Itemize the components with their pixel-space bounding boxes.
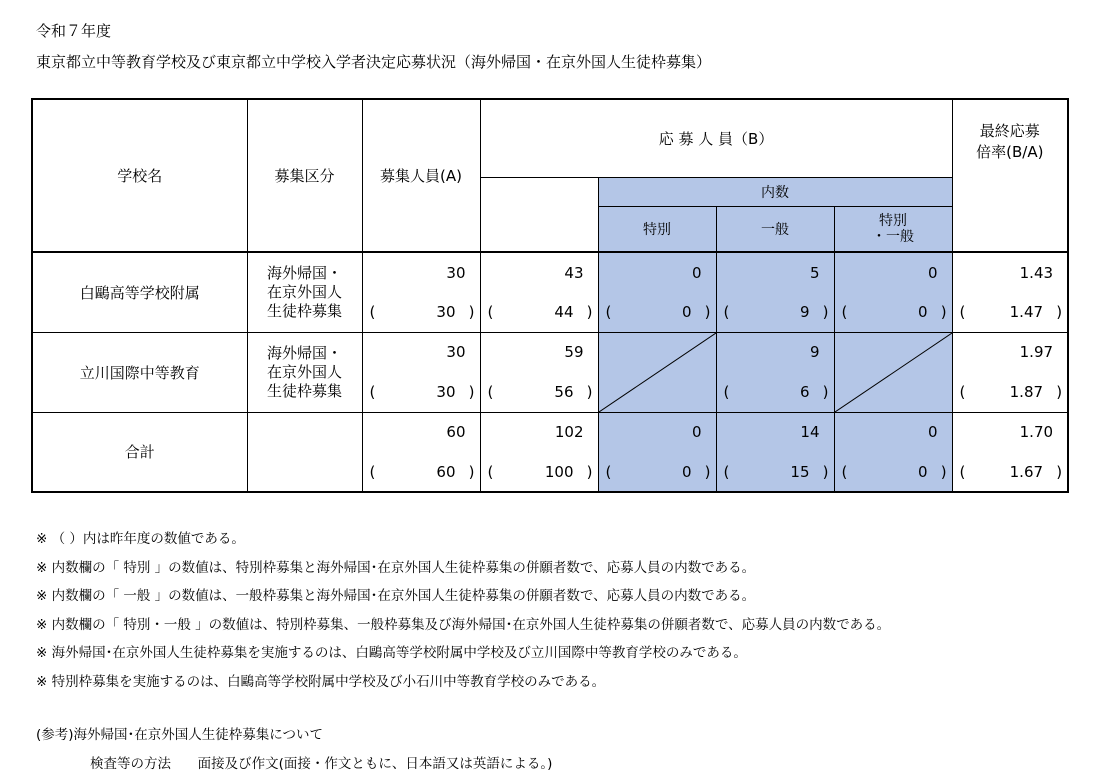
applicants-value: 43 [480, 252, 598, 292]
note-item: ※ 内数欄の「 特別 」の数値は、特別枠募集と海外帰国･在京外国人生徒枠募集の併願者数で、応募人員の内数である。 [36, 559, 756, 576]
applicants-prev: ( 100 ) [480, 452, 598, 492]
header-applicants-spacer [480, 177, 598, 252]
applicants-value: 59 [480, 332, 598, 372]
capacity-prev: ( 30 ) [362, 372, 480, 412]
toku-ippan-not-applicable [834, 332, 952, 412]
year-label: 令和７年度 [36, 22, 112, 40]
capacity-value: 30 [362, 252, 480, 292]
ratio-value: 1.97 [952, 332, 1068, 372]
applicants-prev: ( 56 ) [480, 372, 598, 412]
tokubetsu-not-applicable [598, 332, 716, 412]
tokubetsu-prev: ( 0 ) [598, 452, 716, 492]
note-item: ※ 内数欄の「 特別・一般 」の数値は、特別枠募集、一般枠募集及び海外帰国･在京外国人生徒枠募集の併願者数で、応募人員の内数である。 [36, 616, 891, 633]
reference-title: (参考)海外帰国･在京外国人生徒枠募集について [36, 727, 324, 743]
header-toku-ippan: 特別 ・一般 [834, 206, 952, 252]
ippan-value: 5 [716, 252, 834, 292]
tokubetsu-prev: ( 0 ) [598, 292, 716, 332]
applicants-value: 102 [480, 412, 598, 452]
note-item: ※ 特別枠募集を実施するのは、白鷗高等学校附属中学校及び小石川中等教育学校のみである。 [36, 673, 606, 690]
ratio-prev: ( 1.67 ) [952, 452, 1068, 492]
ratio-value: 1.70 [952, 412, 1068, 452]
ippan-prev: ( 15 ) [716, 452, 834, 492]
header-ippan: 一般 [716, 206, 834, 252]
capacity-value: 60 [362, 412, 480, 452]
school-name: 立川国際中等教育 [32, 332, 247, 412]
applicants-table [31, 98, 1069, 493]
ippan-value: 14 [716, 412, 834, 452]
kubun-cell-empty [247, 412, 362, 492]
header-applicants: 応 募 人 員（B） [480, 99, 952, 177]
notes-list [36, 527, 890, 698]
tokubetsu-value: 0 [598, 252, 716, 292]
method-label: 検査等の方法 [90, 756, 171, 772]
applicants-prev: ( 44 ) [480, 292, 598, 332]
ippan-value: 9 [716, 332, 834, 372]
ippan-prev: ( 9 ) [716, 292, 834, 332]
ratio-prev: ( 1.87 ) [952, 372, 1068, 412]
toku-ippan-prev: ( 0 ) [834, 292, 952, 332]
ratio-value: 1.43 [952, 252, 1068, 292]
header-uchi: 内数 [598, 177, 952, 206]
kubun-cell: 海外帰国・ 在京外国人 生徒枠募集 [247, 252, 362, 332]
diagonal-slash-icon [835, 333, 952, 412]
note-item: ※ 内数欄の「 一般 」の数値は、一般枠募集と海外帰国･在京外国人生徒枠募集の併願者数で、応募人員の内数である。 [36, 588, 756, 604]
note-item: ※ （ ）内は昨年度の数値である。 [36, 531, 245, 547]
method-value: 面接及び作文(面接・作文ともに、日本語又は英語による。) [197, 756, 553, 772]
header-school: 学校名 [32, 99, 247, 252]
header-capacity: 募集人員(A) [362, 99, 480, 252]
kubun-cell: 海外帰国・ 在京外国人 生徒枠募集 [247, 332, 362, 412]
ratio-prev: ( 1.47 ) [952, 292, 1068, 332]
note-item: ※ 海外帰国･在京外国人生徒枠募集を実施するのは、白鷗高等学校附属中学校及び立川国際中等教育学校のみである。 [36, 645, 747, 661]
capacity-prev: ( 30 ) [362, 292, 480, 332]
toku-ippan-value: 0 [834, 412, 952, 452]
school-name: 白鷗高等学校附属 [32, 252, 247, 332]
ippan-prev: ( 6 ) [716, 372, 834, 412]
total-label: 合計 [32, 412, 247, 492]
diagonal-slash-icon [599, 333, 716, 412]
reference-method [90, 752, 552, 772]
tokubetsu-value: 0 [598, 412, 716, 452]
capacity-value: 30 [362, 332, 480, 372]
toku-ippan-value: 0 [834, 252, 952, 292]
header-ratio: 最終応募 倍率(B/A) [952, 99, 1068, 252]
capacity-prev: ( 60 ) [362, 452, 480, 492]
toku-ippan-prev: ( 0 ) [834, 452, 952, 492]
page-title: 東京都立中等教育学校及び東京都立中学校入学者決定応募状況（海外帰国・在京外国人生徒枠募集） [36, 53, 712, 71]
header-tokubetsu: 特別 [598, 206, 716, 252]
header-kubun: 募集区分 [247, 99, 362, 252]
